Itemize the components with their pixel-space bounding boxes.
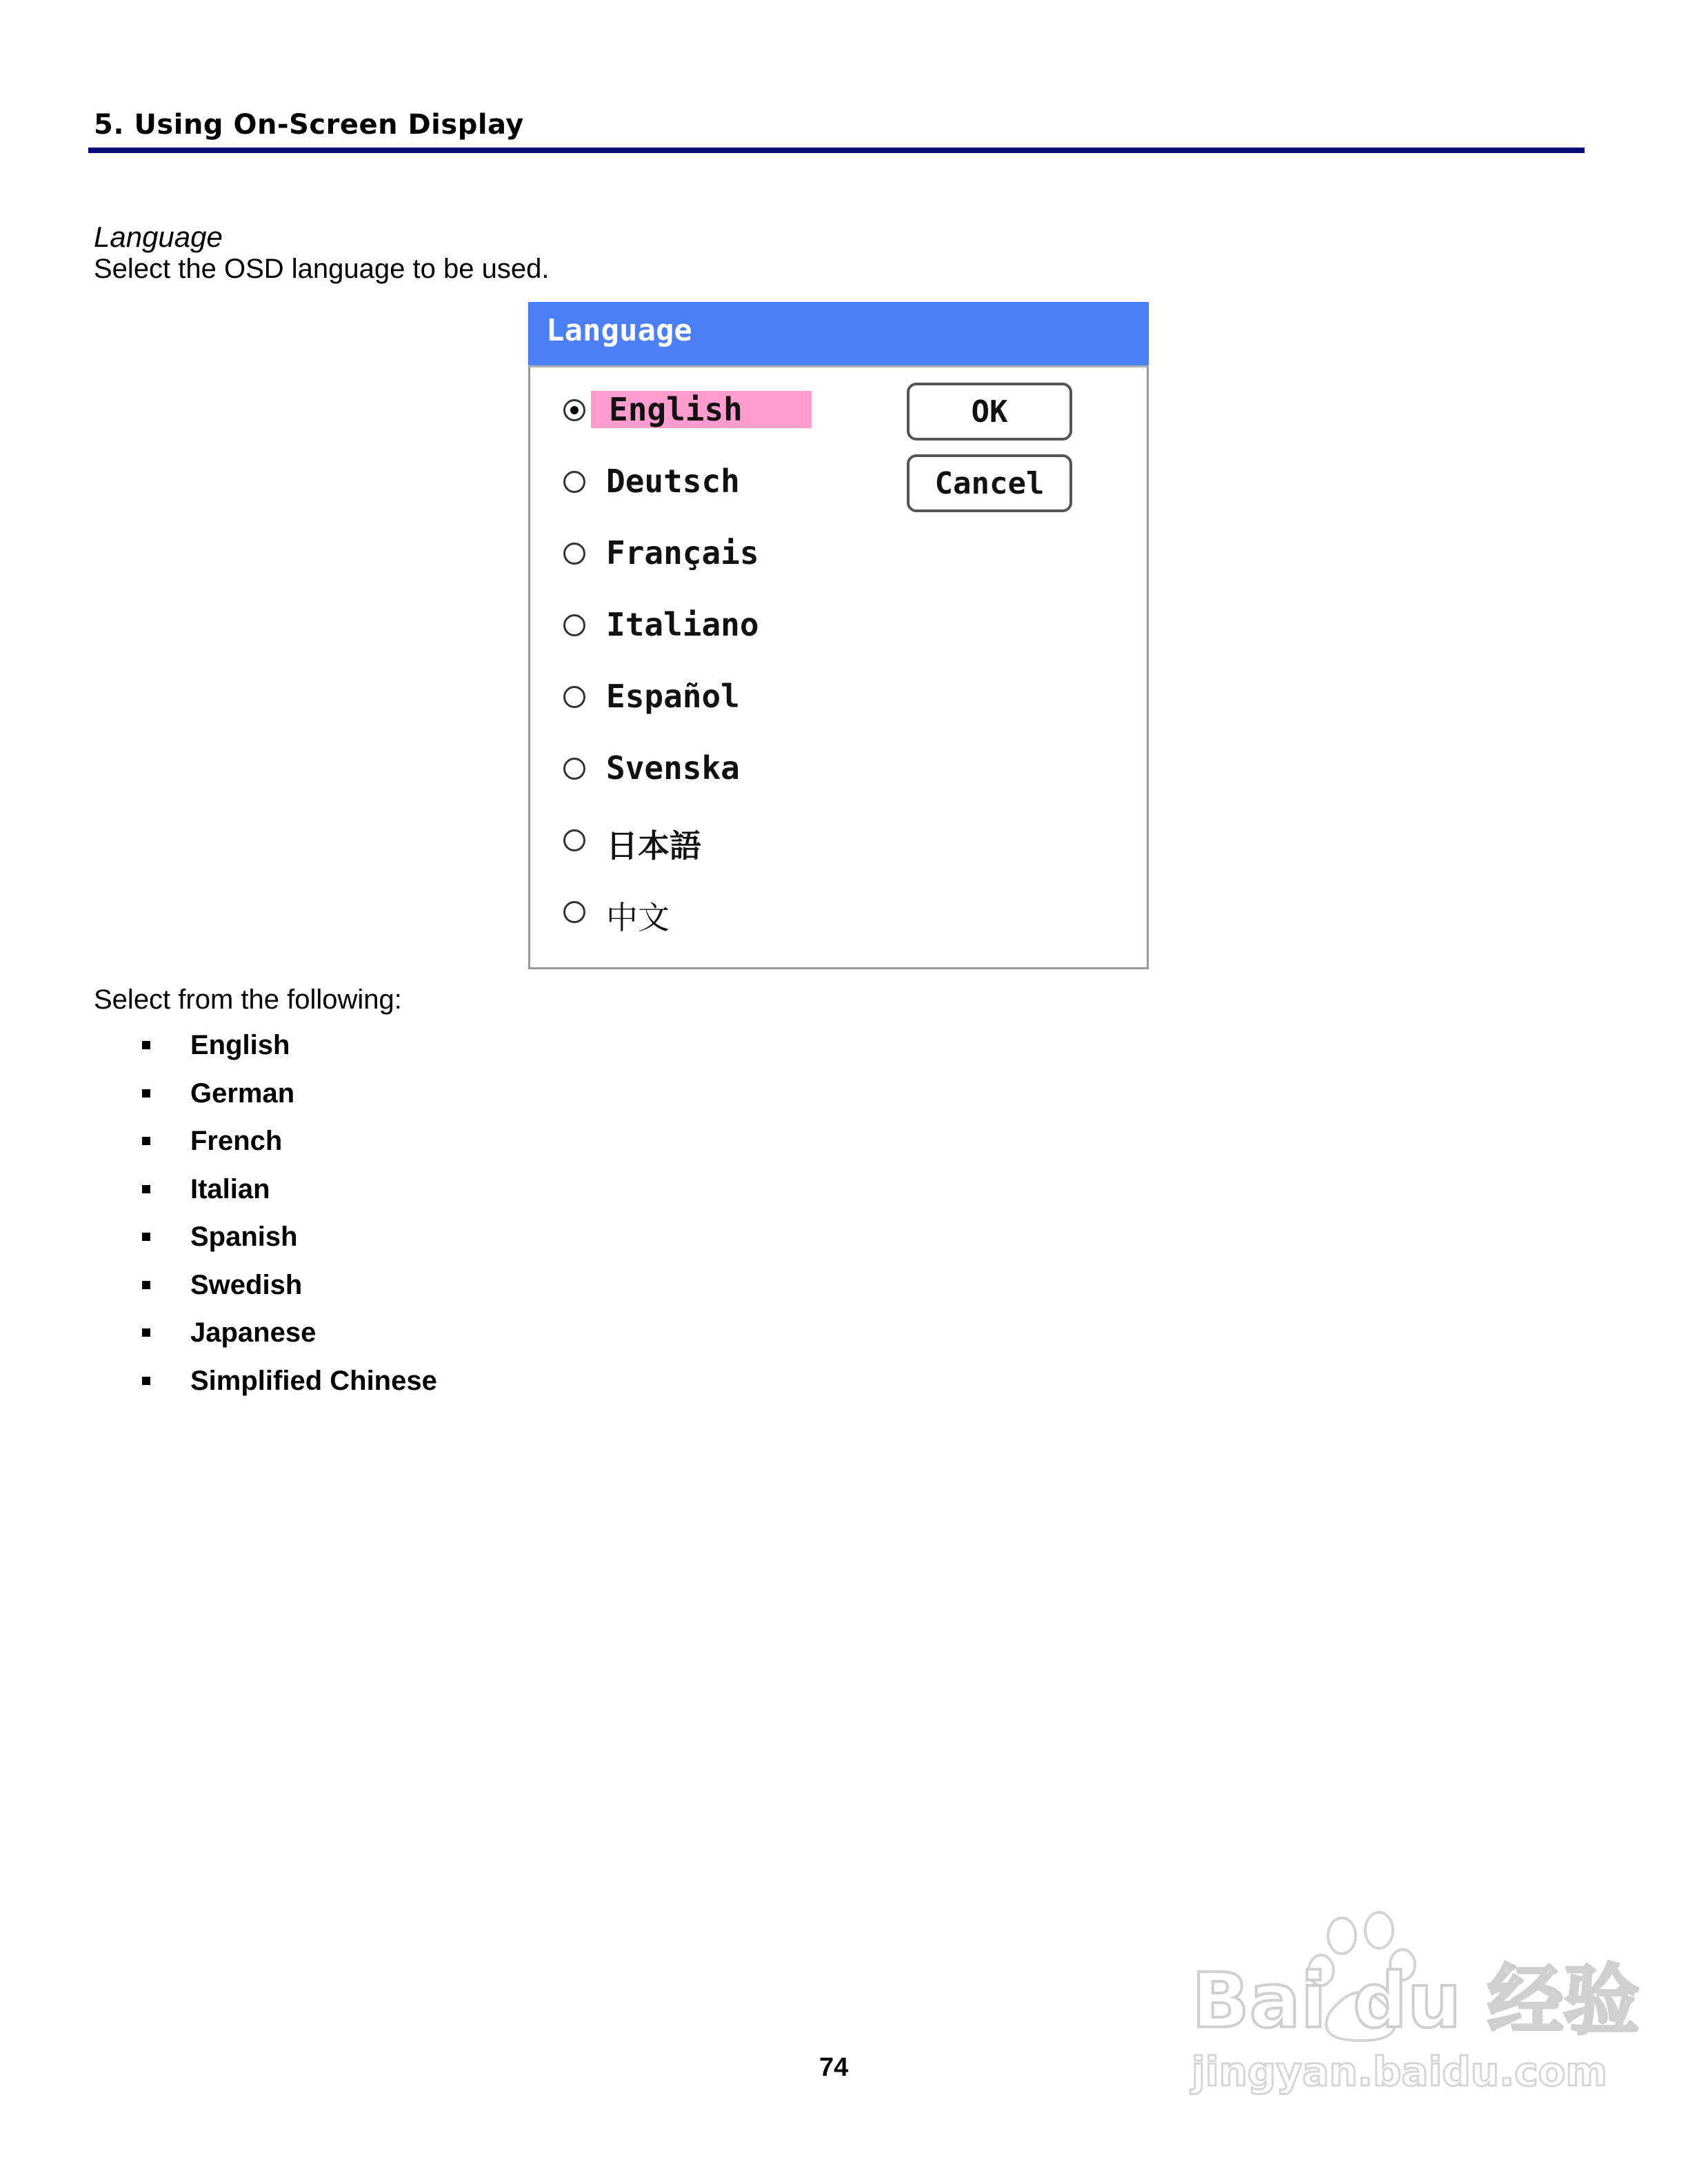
radio-icon[interactable] xyxy=(563,471,585,493)
radio-icon[interactable] xyxy=(563,686,585,708)
radio-icon[interactable] xyxy=(563,614,585,636)
radio-icon[interactable] xyxy=(563,543,585,565)
language-option-chinese[interactable] xyxy=(563,886,881,941)
radio-icon[interactable] xyxy=(563,901,585,923)
option-label: Svenska xyxy=(606,749,740,787)
bullet-icon xyxy=(142,1233,150,1241)
section-divider xyxy=(88,148,1585,153)
page-number: 74 xyxy=(819,2053,849,2082)
language-list xyxy=(142,1027,437,1410)
list-intro: Select from the following: xyxy=(94,984,402,1015)
list-item: French xyxy=(142,1123,437,1171)
list-item: Spanish xyxy=(142,1219,437,1267)
bullet-icon xyxy=(142,1377,150,1385)
bullet-icon xyxy=(142,1328,150,1337)
option-label: Français xyxy=(606,534,759,572)
list-item: German xyxy=(142,1075,437,1124)
section-title: 5. Using On-Screen Display xyxy=(94,109,524,141)
bullet-icon xyxy=(142,1041,150,1049)
dialog-title: Language xyxy=(546,313,692,348)
bullet-icon xyxy=(142,1089,150,1098)
language-option-francais[interactable] xyxy=(563,527,881,583)
language-option-espanol[interactable] xyxy=(563,671,881,726)
bullet-icon xyxy=(142,1137,150,1145)
option-label: Español xyxy=(606,678,740,715)
ok-button[interactable]: OK xyxy=(907,383,1072,441)
cancel-button[interactable]: Cancel xyxy=(907,454,1072,512)
sub-heading: Language xyxy=(94,221,223,253)
option-label: 中文 xyxy=(606,899,670,936)
watermark-url: jingyan.baidu.com xyxy=(1192,2048,1607,2095)
bullet-icon xyxy=(142,1185,150,1193)
language-option-svenska[interactable] xyxy=(563,742,881,798)
option-label: English xyxy=(591,391,812,428)
option-label: Deutsch xyxy=(606,463,740,500)
language-option-japanese[interactable] xyxy=(563,814,881,869)
language-option-deutsch[interactable] xyxy=(563,456,881,511)
option-label: Italiano xyxy=(606,606,759,643)
radio-checked-icon[interactable] xyxy=(563,399,585,421)
radio-icon[interactable] xyxy=(563,829,585,851)
baidu-watermark-logo xyxy=(1185,1910,1640,2103)
list-item: English xyxy=(142,1027,437,1075)
language-dialog xyxy=(528,302,1149,969)
radio-icon[interactable] xyxy=(563,758,585,780)
option-label: 日本語 xyxy=(606,827,701,865)
list-item: Italian xyxy=(142,1171,437,1220)
list-item: Simplified Chinese xyxy=(142,1363,437,1411)
list-item: Japanese xyxy=(142,1315,437,1363)
dialog-body xyxy=(528,365,1149,969)
list-item: Swedish xyxy=(142,1267,437,1315)
dialog-titlebar xyxy=(528,302,1149,365)
intro-text: Select the OSD language to be used. xyxy=(94,254,550,284)
bullet-icon xyxy=(142,1281,150,1289)
language-option-english[interactable] xyxy=(563,384,881,439)
watermark-brand: Bai du 经验 xyxy=(1192,1957,1640,2045)
language-option-italiano[interactable] xyxy=(563,599,881,654)
